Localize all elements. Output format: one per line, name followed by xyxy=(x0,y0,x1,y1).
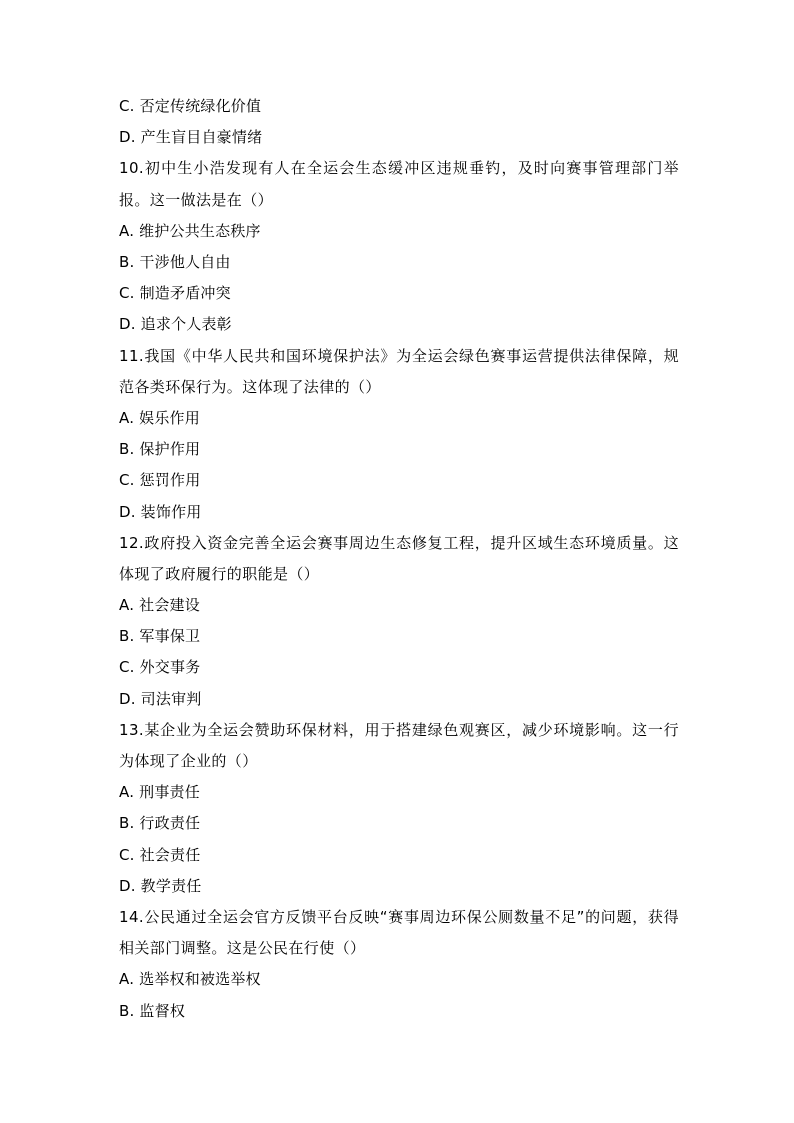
question-line: 10.初中生小浩发现有人在全运会生态缓冲区违规垂钓，及时向赛事管理部门举报。这一做法是在（） xyxy=(119,159,679,209)
document-page xyxy=(119,91,679,1027)
option-line: D. 追求个人表彰 xyxy=(119,315,232,334)
option-line: A. 社会建设 xyxy=(119,596,200,615)
option-line: A. 刑事责任 xyxy=(119,783,200,802)
option-line: B. 保护作用 xyxy=(119,440,201,459)
option-line: A. 娱乐作用 xyxy=(119,408,200,427)
option-line: A. 选举权和被选举权 xyxy=(119,970,261,989)
question-line: 14.公民通过全运会官方反馈平台反映“赛事周边环保公厕数量不足”的问题，获得相关部门调整。这是公民在行使（） xyxy=(119,908,679,958)
option-line: D. 产生盲目自豪情绪 xyxy=(119,128,263,147)
option-line: B. 监督权 xyxy=(119,1001,186,1020)
option-line: C. 外交事务 xyxy=(119,658,201,677)
option-line: D. 装饰作用 xyxy=(119,502,202,521)
option-line: D. 教学责任 xyxy=(119,876,202,895)
option-line: C. 否定传统绿化价值 xyxy=(119,97,262,115)
question-line: 12.政府投入资金完善全运会赛事周边生态修复工程，提升区域生态环境质量。这体现了政府履行的职能是（） xyxy=(119,533,679,583)
question-line: 11.我国《中华人民共和国环境保护法》为全运会绿色赛事运营提供法律保障，规范各类环保行为。这体现了法律的（） xyxy=(119,346,679,396)
option-line: B. 军事保卫 xyxy=(119,627,201,646)
option-line: D. 司法审判 xyxy=(119,689,202,708)
option-line: C. 社会责任 xyxy=(119,845,201,864)
option-line: C. 惩罚作用 xyxy=(119,471,201,490)
question-line: 13.某企业为全运会赞助环保材料，用于搭建绿色观赛区，减少环境影响。这一行为体现了企业的（） xyxy=(119,720,679,771)
option-line: B. 行政责任 xyxy=(119,814,201,833)
option-line: B. 干涉他人自由 xyxy=(119,252,231,271)
option-line: C. 制造矛盾冲突 xyxy=(119,284,231,303)
option-line: A. 维护公共生态秩序 xyxy=(119,221,261,240)
